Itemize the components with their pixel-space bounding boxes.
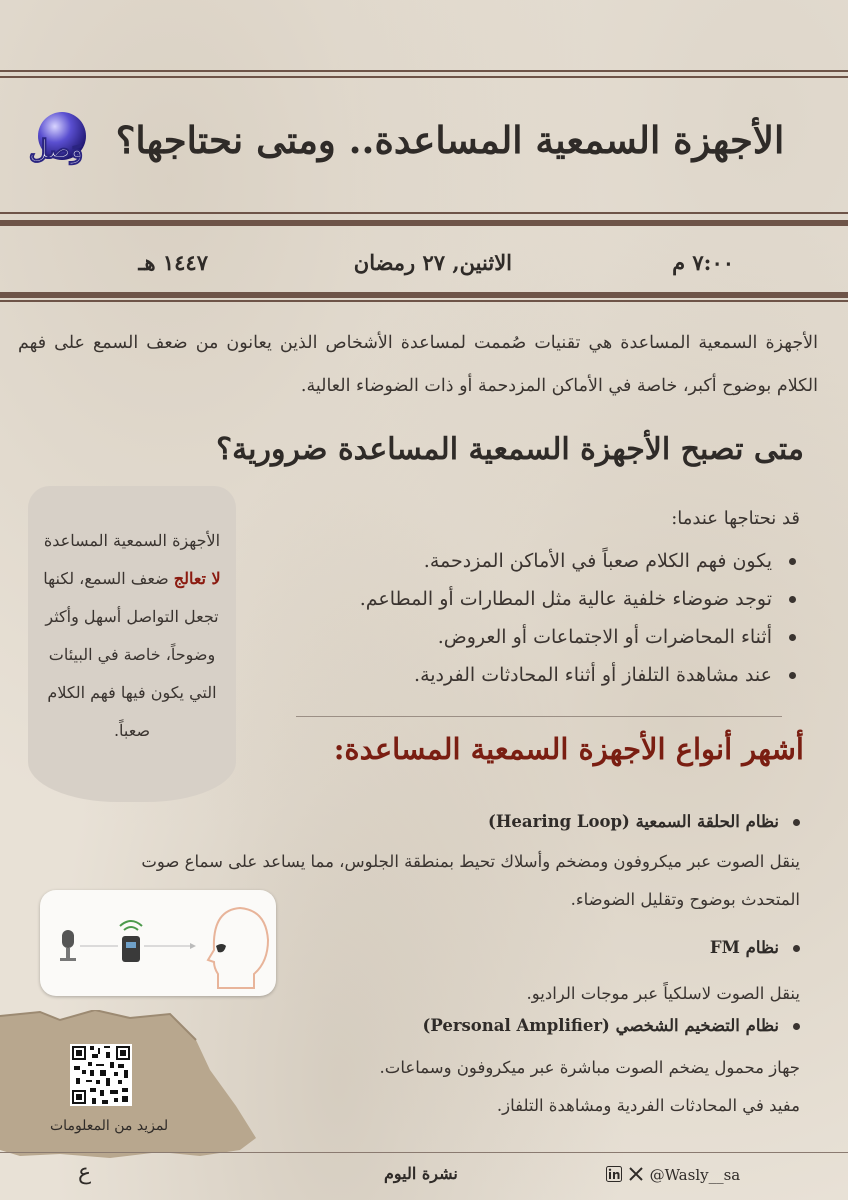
header-rule-1 [0, 212, 848, 214]
type-hearing-loop-title: نظام الحلقة السمعية (Hearing Loop) [488, 812, 800, 831]
footer-rule [0, 1152, 848, 1153]
dateline-rule-1 [0, 292, 848, 298]
head-profile-icon [208, 908, 268, 988]
need-list [280, 542, 800, 694]
type-fm-title: نظام FM [710, 938, 800, 957]
wasl-logo [24, 108, 94, 174]
page-letter: ع [78, 1160, 92, 1185]
dateline [0, 244, 848, 284]
transmitter-icon [120, 921, 142, 962]
linkedin-icon[interactable] [606, 1166, 622, 1186]
more-info-label: لمزيد من المعلومات [50, 1118, 169, 1134]
types-heading: أشهر أنواع الأجهزة السمعية المساعدة: [333, 732, 804, 766]
note-line-1: الأجهزة السمعية المساعدة [43, 531, 221, 550]
type-hearing-loop-desc-1: ينقل الصوت عبر ميكروفون ومضخم وأسلاك تحيط بمنطقة الجلوس، مما يساعد على سماع صوت [141, 852, 800, 871]
type-amplifier-desc-2: مفيد في المحادثات الفردية ومشاهدة التلفاز. [496, 1096, 800, 1115]
type-amplifier-desc-1: جهاز محمول يضخم الصوت مباشرة عبر ميكروفون وسماعات. [379, 1058, 800, 1077]
intro-paragraph: الأجهزة السمعية المساعدة هي تقنيات صُممت لمساعدة الأشخاص الذين يعانون من ضعف السمع على فهم الكلام بوضوح أكبر، خاصة في الأماكن المزدحمة أو ذات الضوضاء العالية. [18, 333, 818, 396]
logo-text: وَصل [28, 135, 84, 165]
list-item: أثناء المحاضرات أو الاجتماعات أو العروض. [280, 618, 800, 656]
page-title: الأجهزة السمعية المساعدة.. ومتى نحتاجها؟ [115, 118, 785, 162]
note-line-2: ضعف السمع، لكنها تجعل التواصل أسهل وأكثر وضوحاً، خاصة في البيئات التي يكون فيها فهم الكلام صعباً. [43, 569, 219, 740]
x-icon[interactable] [629, 1167, 643, 1185]
date-label: الاثنين, ٢٧ رمضان [353, 250, 512, 275]
note-text [38, 522, 226, 750]
note-negation: لا تعالج [173, 569, 221, 588]
top-rule-1 [0, 70, 848, 72]
list-item: عند مشاهدة التلفاز أو أثناء المحادثات الفردية. [280, 656, 800, 694]
social-handle[interactable] [606, 1166, 740, 1186]
hijri-year-label: ١٤٤٧ هـ [138, 250, 208, 275]
handle-text: @Wasly__sa [649, 1166, 741, 1184]
type-fm-desc: ينقل الصوت لاسلكياً عبر موجات الراديو. [526, 984, 800, 1003]
publication-name: نشرة اليوم [384, 1164, 458, 1183]
note-card [28, 486, 236, 802]
list-item: يكون فهم الكلام صعباً في الأماكن المزدحمة. [280, 542, 800, 580]
when-heading: متى تصبح الأجهزة السمعية المساعدة ضرورية؟ [216, 432, 804, 467]
qr-code[interactable] [70, 1044, 132, 1106]
header-rule-2 [0, 220, 848, 226]
top-rule-2 [0, 76, 848, 78]
time-label: ٧:٠٠ م [672, 250, 734, 275]
list-item: توجد ضوضاء خلفية عالية مثل المطارات أو المطاعم. [280, 580, 800, 618]
hearing-loop-illustration [40, 890, 276, 996]
section-divider [296, 716, 782, 717]
dateline-rule-2 [0, 300, 848, 302]
microphone-icon [60, 930, 76, 961]
type-amplifier-title: نظام التضخيم الشخصي (Personal Amplifier) [423, 1016, 800, 1035]
need-lead: قد نحتاجها عندما: [671, 508, 800, 529]
type-hearing-loop-desc-2: المتحدث بوضوح وتقليل الضوضاء. [570, 890, 800, 909]
